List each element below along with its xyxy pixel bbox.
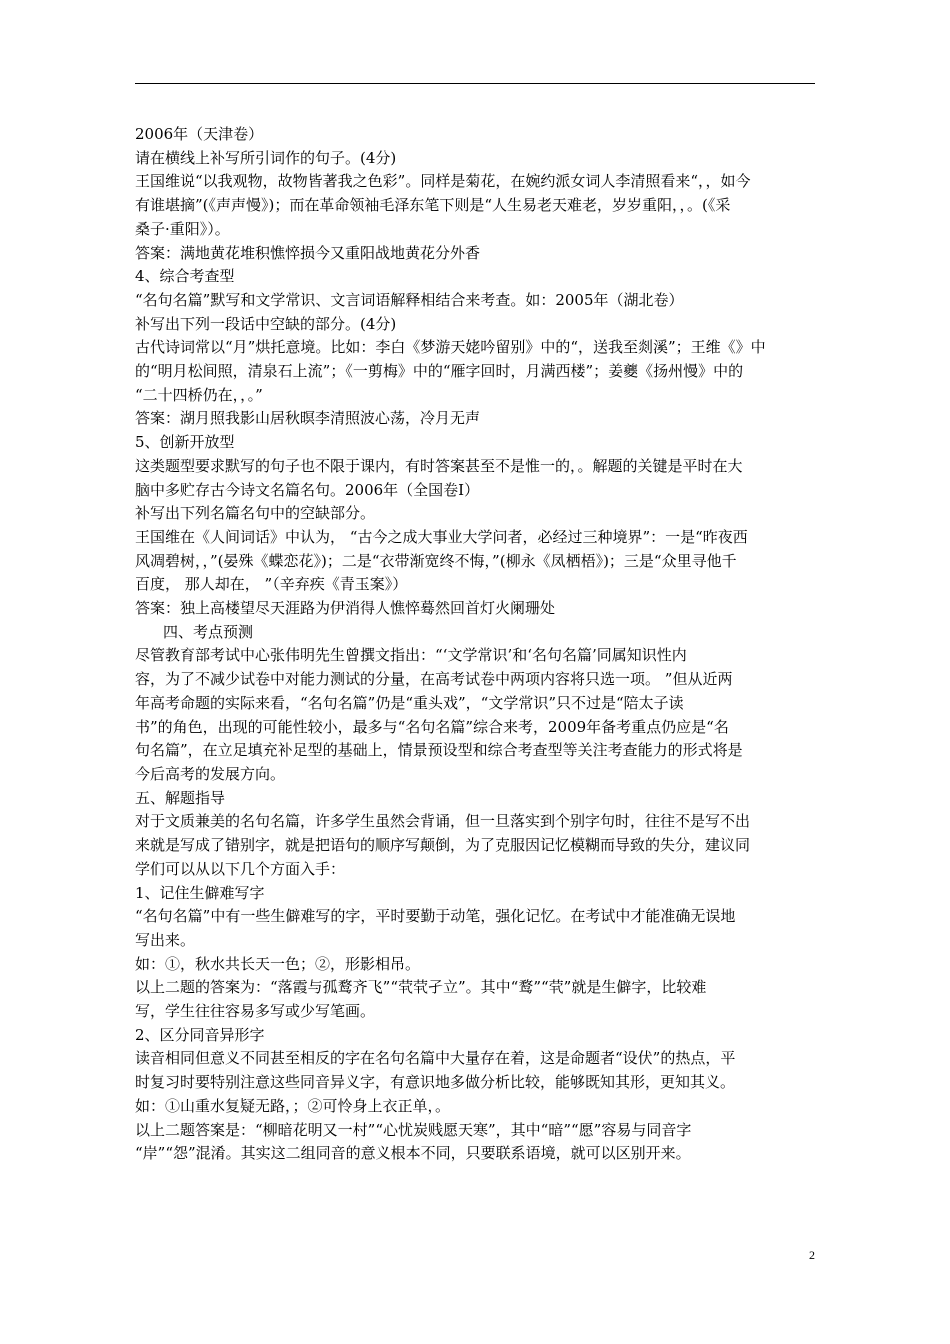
text-line: 有谁堪摘”(《声声慢》)；而在革命领袖毛泽东笔下则是“人生易老天难老，岁岁重阳，，。(《采 <box>135 196 731 215</box>
text-line: 百度， 那人却在， ”（辛弃疾《青玉案》） <box>135 575 408 594</box>
text-line: 答案：独上高楼望尽天涯路为伊消得人憔悴蓦然回首灯火阑珊处 <box>135 599 556 618</box>
text-line: 年高考命题的实际来看，“名句名篇”仍是“重头戏”，“文学常识”只不过是“陪太子读 <box>135 693 684 712</box>
text-line: 时复习时要特别注意这些同音异义字，有意识地多做分析比较，能够既知其形，更知其义。 <box>135 1073 736 1092</box>
text-line: 2006年（天津卷） <box>135 125 264 143</box>
text-line: “名句名篇”默写和文学常识、文言词语解释相结合来考查。如：2005年（湖北卷） <box>135 290 684 309</box>
text-line: 请在横线上补写所引词作的句子。(4分) <box>135 148 397 167</box>
text-line: 风凋碧树，，”(晏殊《蝶恋花》)；二是“衣带渐宽终不悔，”(柳永《凤栖梧》)；三是“众里寻他千 <box>135 551 737 570</box>
text-line: 的“明月松间照，清泉石上流”；《一剪梅》中的“雁字回时，月满西楼”；姜夔《扬州慢》中的 <box>135 362 744 381</box>
text-line: “岸”“怨”混淆。其实这二组同音的意义根本不同，只要联系语境，就可以区别开来。 <box>135 1144 691 1163</box>
section-heading: 五、解题指导 <box>135 788 226 807</box>
text-line: 来就是写成了错别字，就是把语句的顺序写颠倒，为了克服因记忆模糊而导致的失分，建议同 <box>135 836 751 855</box>
text-line: 对于文质兼美的名句名篇，许多学生虽然会背诵，但一旦落实到个别字句时，往往不是写不出 <box>135 812 751 831</box>
text-line: 学们可以从以下几个方面入手： <box>135 859 346 878</box>
text-line: 书”的角色，出现的可能性较小，最多与“名句名篇”综合来考，2009年备考重点仍应是“名 <box>135 717 729 736</box>
text-line: 写出来。 <box>135 930 196 949</box>
section-heading: 4、综合考查型 <box>135 267 235 286</box>
text-line: 句名篇”，在立足填充补足型的基础上，情景预设型和综合考查型等关注考查能力的形式将是 <box>135 741 743 760</box>
text-line: 答案：湖月照我影山居秋暝李清照波心荡，冷月无声 <box>135 409 481 428</box>
text-line: 桑子·重阳》）。 <box>135 219 230 238</box>
text-line: 脑中多贮存古今诗文名篇名句。2006年（全国卷Ⅰ） <box>135 480 480 499</box>
text-line: 如：①，秋水共长天一色；②，形影相吊。 <box>135 954 421 973</box>
text-line: 这类题型要求默写的句子也不限于课内，有时答案甚至不是惟一的，。解题的关键是平时在大 <box>135 456 743 475</box>
text-line: “二十四桥仍在，，。” <box>135 385 263 404</box>
page-number: 2 <box>809 1248 815 1262</box>
section-heading: 1、记住生僻难写字 <box>135 883 265 902</box>
document-body <box>135 123 815 1166</box>
section-heading: 四、考点预测 <box>163 622 254 641</box>
text-line: 如：①山重水复疑无路，；②可怜身上衣正单，。 <box>135 1096 451 1115</box>
text-line: 读音相同但意义不同甚至相反的字在名句名篇中大量存在着，这是命题者“设伏”的热点，平 <box>135 1049 736 1068</box>
section-heading: 5、创新开放型 <box>135 433 235 452</box>
text-line: 王国维在《人间词话》中认为， “古今之成大事业大学问者，必经过三种境界”：一是“昨夜西 <box>135 527 748 546</box>
text-line: 补写出下列名篇名句中的空缺部分。 <box>135 504 376 523</box>
text-line: 答案：满地黄花堆积憔悴损今又重阳战地黄花分外香 <box>135 243 481 262</box>
text-line: 以上二题的答案为：“落霞与孤鹜齐飞”“茕茕孑立”。其中“鹜”“茕”就是生僻字，比较难 <box>135 978 707 997</box>
text-line: 古代诗词常以“月”烘托意境。比如：李白《梦游天姥吟留别》中的“，送我至剡溪”；王维《》中 <box>135 338 766 357</box>
text-line: “名句名篇”中有一些生僻难写的字，平时要勤于动笔，强化记忆。在考试中才能准确无误地 <box>135 907 736 926</box>
section-heading: 2、区分同音异形字 <box>135 1025 265 1044</box>
text-line: 尽管教育部考试中心张伟明先生曾撰文指出：“‘文学常识’和‘名句名篇’同属知识性内 <box>135 646 687 665</box>
header-rule <box>135 83 815 84</box>
text-line: 以上二题答案是：“柳暗花明又一村”“心忧炭贱愿天寒”，其中“暗”“愿”容易与同音字 <box>135 1120 692 1139</box>
text-line: 容，为了不减少试卷中对能力测试的分量，在高考试卷中两项内容将只选一项。 ”但从近两 <box>135 670 733 689</box>
text-line: 今后高考的发展方向。 <box>135 764 286 783</box>
text-line: 王国维说“以我观物，故物皆著我之色彩”。同样是菊花，在婉约派女词人李清照看来“，，如今 <box>135 172 751 191</box>
text-line: 写，学生往往容易多写或少写笔画。 <box>135 1002 376 1021</box>
text-line: 补写出下列一段话中空缺的部分。(4分) <box>135 314 397 333</box>
